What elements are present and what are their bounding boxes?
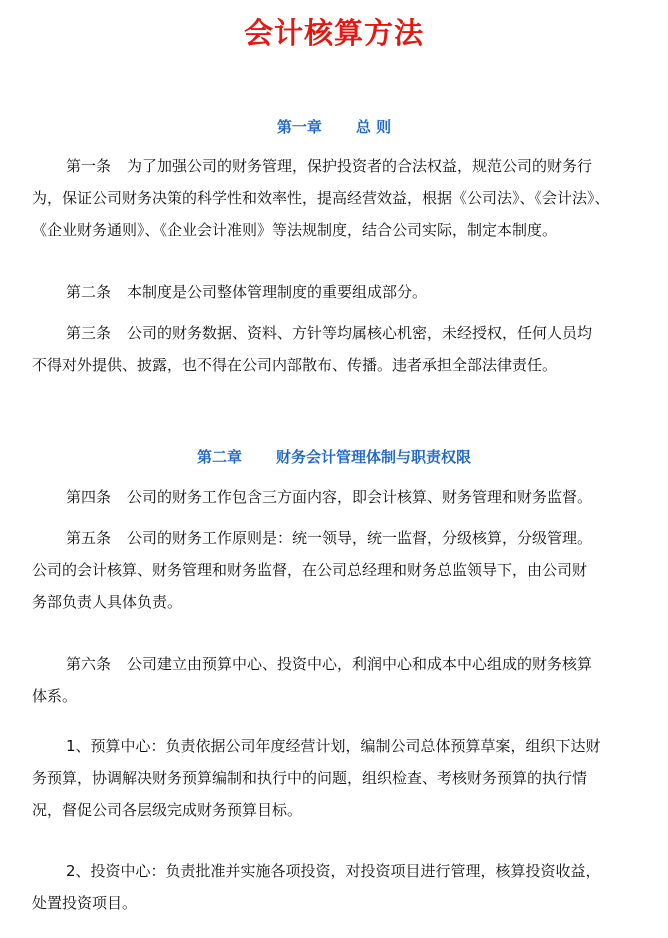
chapter-1-heading bbox=[0, 116, 668, 138]
article-label: 第三条 bbox=[66, 324, 112, 342]
article-text: 公司的财务工作包含三方面内容，即会计核算、财务管理和财务监督。 bbox=[127, 488, 593, 506]
item-line: 2、投资中心：负责批准并实施各项投资，对投资项目进行管理，核算投资收益， bbox=[66, 862, 601, 880]
article-line bbox=[32, 276, 640, 308]
article-label: 第四条 bbox=[66, 488, 112, 506]
article-text: 为了加强公司的财务管理，保护投资者的合法权益，规范公司的财务行 bbox=[127, 157, 593, 175]
article-3 bbox=[32, 317, 640, 381]
article-label: 第一条 bbox=[66, 157, 112, 175]
article-line: 为，保证公司财务决策的科学性和效率性，提高经营效益，根据《公司法》、《会计法》、 bbox=[32, 189, 610, 207]
article-1 bbox=[32, 150, 640, 246]
article-2 bbox=[32, 276, 640, 308]
article-line: 公司的会计核算、财务管理和财务监督，在公司总经理和财务总监领导下，由公司财 bbox=[32, 561, 588, 579]
article-line bbox=[32, 648, 640, 680]
article-text: 公司的财务工作原则是：统一领导，统一监督，分级核算，分级管理。 bbox=[127, 529, 593, 547]
document-title: 会计核算方法 bbox=[243, 16, 424, 50]
article-line: 务部负责人具体负责。 bbox=[32, 593, 183, 611]
article-line bbox=[32, 481, 640, 513]
article-line: 体系。 bbox=[32, 687, 78, 705]
article-line: 《企业财务通则》、《企业会计准则》等法规制度，结合公司实际，制定本制度。 bbox=[32, 221, 558, 239]
article-text: 公司建立由预算中心、投资中心，利润中心和成本中心组成的财务核算 bbox=[127, 655, 593, 673]
chapter-2-name: 财务会计管理体制与职责权限 bbox=[276, 448, 472, 466]
item-line: 1、预算中心：负责依据公司年度经营计划，编制公司总体预算草案，组织下达财 bbox=[66, 737, 601, 755]
article-line bbox=[32, 522, 640, 554]
item-line: 况，督促公司各层级完成财务预算目标。 bbox=[32, 801, 303, 819]
article-label: 第六条 bbox=[66, 655, 112, 673]
article-5 bbox=[32, 522, 640, 618]
item-line: 务预算，协调解决财务预算编制和执行中的问题，组织检查、考核财务预算的执行情 bbox=[32, 769, 588, 787]
article-label: 第二条 bbox=[66, 283, 112, 301]
article-line bbox=[32, 150, 640, 182]
article-4 bbox=[32, 481, 640, 513]
chapter-1-name: 总 则 bbox=[355, 118, 392, 136]
center-item-budget bbox=[32, 730, 640, 826]
article-text: 公司的财务数据、资料、方针等均属核心机密，未经授权，任何人员均 bbox=[127, 324, 593, 342]
chapter-2-heading bbox=[0, 446, 668, 468]
article-6 bbox=[32, 648, 640, 712]
article-text: 本制度是公司整体管理制度的重要组成部分。 bbox=[127, 283, 428, 301]
chapter-2-number: 第二章 bbox=[196, 448, 242, 466]
item-line: 处置投资项目。 bbox=[32, 894, 138, 912]
article-line: 不得对外提供、披露，也不得在公司内部散布、传播。违者承担全部法律责任。 bbox=[32, 356, 558, 374]
chapter-1-number: 第一章 bbox=[276, 118, 322, 136]
article-line bbox=[32, 317, 640, 349]
article-label: 第五条 bbox=[66, 529, 112, 547]
center-item-investment bbox=[32, 855, 640, 919]
